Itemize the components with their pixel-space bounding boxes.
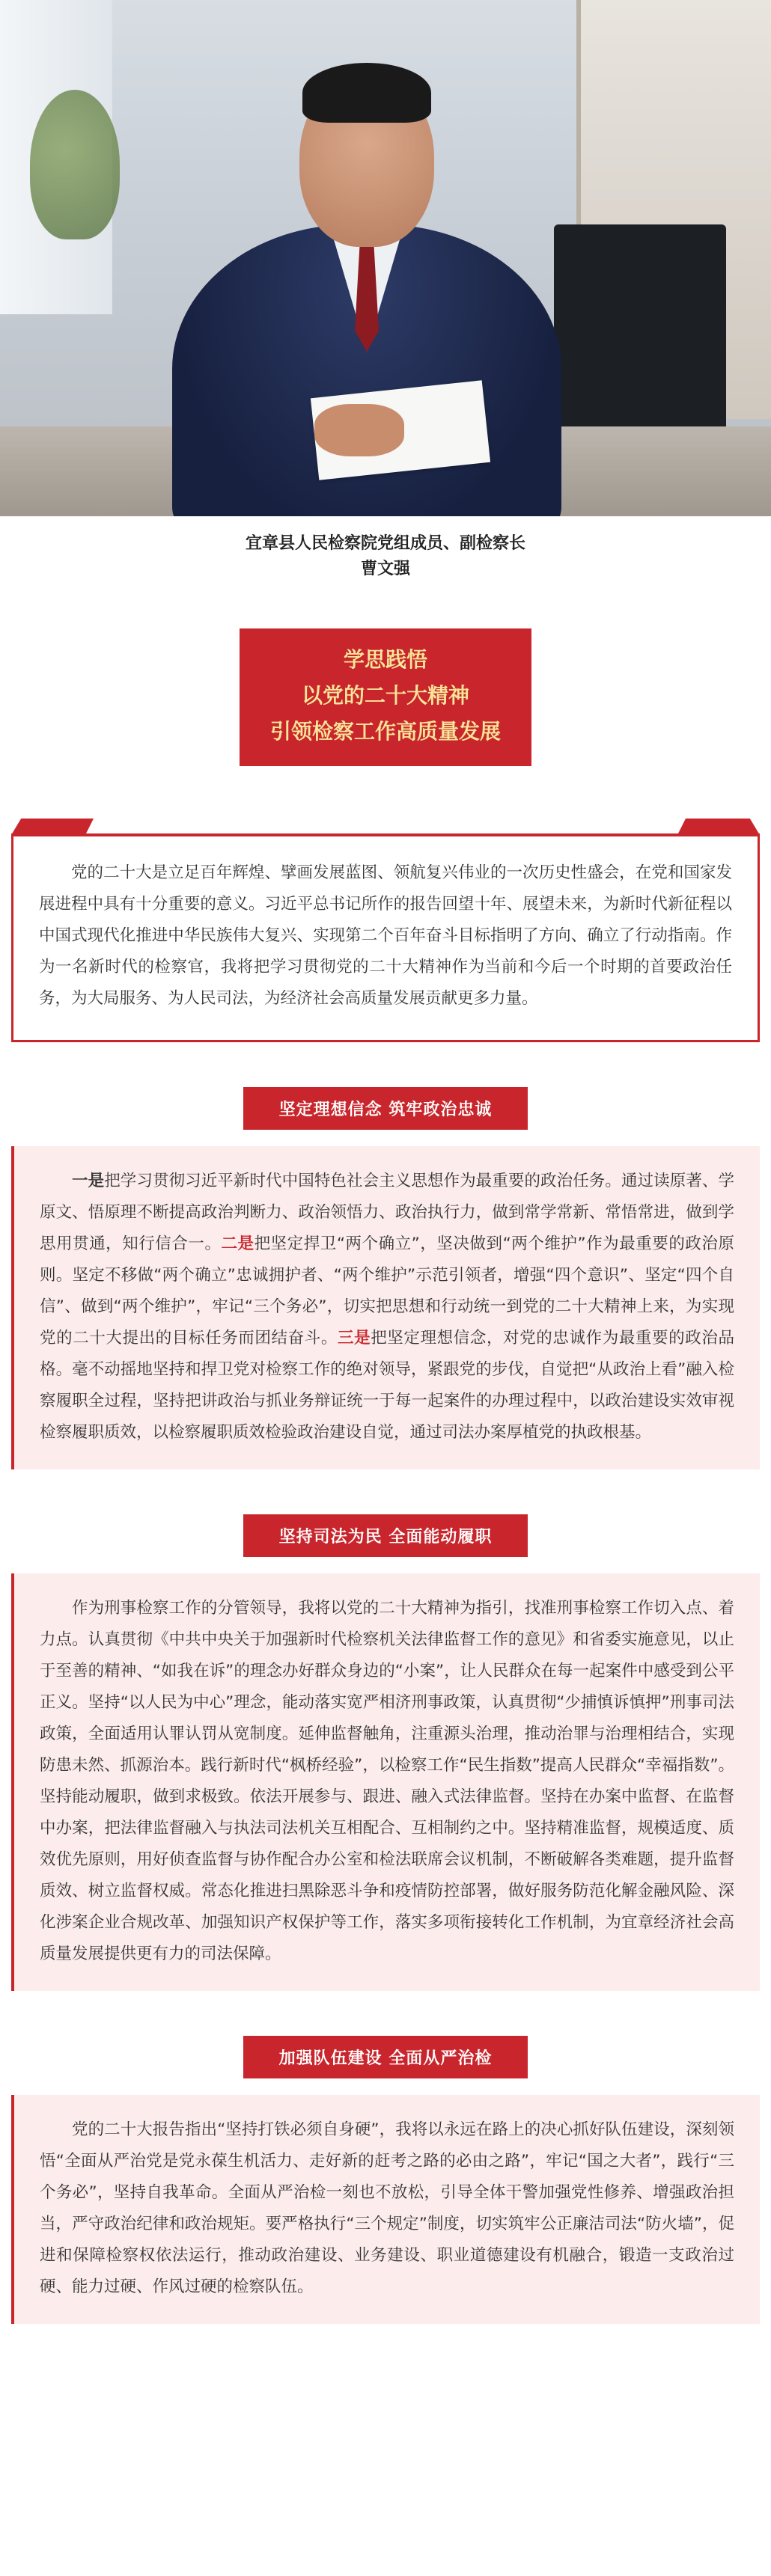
point-1-lead: 一是 bbox=[72, 1172, 105, 1190]
frame-corner-right bbox=[677, 819, 760, 835]
section-2-paragraph: 作为刑事检察工作的分管领导，我将以党的二十大精神为指引，找准刑事检察工作切入点、着力点。认真贯彻《中共中央关于加强新时代检察机关法律监督工作的意见》和省委实施意见，以止于至善的精神、“如我在诉”的理念办好群众身边的“小案”，让人民群众在每一起案件中感受到公平正义。坚持“以人民为中心”理念，能动落实宽严相济刑事政策，认真贯彻“少捕慎诉慎押”刑事司法政策，全面适用认罪认罚从宽制度。延伸监督触角，注重源头治理，推动治罪与治理相结合，实现防患未然、抓源治本。践行新时代“枫桥经验”，以检察工作“民生指数”提高人民群众“幸福指数”。坚持能动履职，做到求极致。依法开展参与、跟进、融入式法律监督。坚持在办案中监督、在监督中办案，把法律监督融入与执法司法机关互相配合、互相制约之中。坚持精准监督，规模适度、质效优先原则，用好侦查监督与协作配合办公室和检法联席会议机制，不断破解各类难题，提升监督质效、树立监督权威。常态化推进扫黑除恶斗争和疫情防控部署，做好服务防范化解金融风险、深化涉案企业合规改革、加强知识产权保护等工作，落实多项衔接转化工作机制，为宜章经济社会高质量发展提供更有力的司法保障。 bbox=[40, 1599, 734, 1963]
caption-title: 宜章县人民检察院党组成员、副检察长 bbox=[245, 534, 525, 553]
frame-corner-left bbox=[11, 819, 94, 835]
intro-box bbox=[11, 833, 760, 1042]
section-3-paragraph: 党的二十大报告指出“坚持打铁必须自身硬”，我将以永远在路上的决心抓好队伍建设，深刻领悟“全面从严治党是党永葆生机活力、走好新的赶考之路的必由之路”，牢记“国之大者”，践行“三个务必”，坚持自我革命。全面从严治检一刻也不放松，引导全体干警加强党性修养、增强政治担当，严守政治纪律和政治规矩。要严格执行“三个规定”制度，切实筑牢公正廉洁司法“防火墙”，促进和保障检察权依法运行，推动政治建设、业务建设、职业道德建设有机融合，锻造一支政治过硬、能力过硬、作风过硬的检察队伍。 bbox=[40, 2120, 734, 2296]
title-line-3: 引领检察工作高质量发展 bbox=[269, 719, 501, 744]
intro-paragraph: 党的二十大是立足百年辉煌、擘画发展蓝图、领航复兴伟业的一次历史性盛会，在党和国家发展进程中具有十分重要的意义。习近平总书记所作的报告回望十年、展望未来，为新时代新征程以中国式现代化推进中华民族伟大复兴、实现第二个百年奋斗目标指明了方向、确立了行动指南。作为一名新时代的检察官，我将把学习贯彻党的二十大精神作为当前和今后一个时期的首要政治任务，为大局服务、为人民司法，为经济社会高质量发展贡献更多力量。 bbox=[39, 863, 732, 1008]
point-3-lead: 三是 bbox=[337, 1329, 371, 1347]
section-heading-1 bbox=[243, 1087, 528, 1130]
section-heading-3 bbox=[243, 2036, 528, 2078]
portrait-photo bbox=[0, 0, 771, 516]
section-1-box bbox=[11, 1146, 760, 1469]
section-1-paragraph bbox=[40, 1166, 734, 1448]
section-3-box bbox=[11, 2095, 760, 2324]
section-heading-1-text: 坚定理想信念 筑牢政治忠诚 bbox=[278, 1101, 493, 1119]
point-2-text: 把坚定捍卫“两个确立”，坚决做到“两个维护”作为最重要的政治原则。坚定不移做“两个确立”忠诚拥护者、“两个维护”示范引领者，增强“四个意识”、坚定“四个自信”、做到“两个维护”，牢记“三个务必”，切实把思想和行动统一到党的二十大精神上来，为实现党的二十大提出的目标任务而团结奋斗。 bbox=[40, 1235, 734, 1347]
photo-caption bbox=[0, 516, 771, 602]
person-hand bbox=[314, 404, 404, 456]
intro-frame bbox=[11, 833, 760, 1042]
article-title-block bbox=[240, 628, 531, 766]
title-line-2: 以党的二十大精神 bbox=[301, 683, 469, 708]
bottom-spacer bbox=[0, 2324, 771, 2354]
plant-decoration bbox=[30, 90, 120, 239]
point-3-text: 把坚定理想信念，对党的忠诚作为最重要的政治品格。毫不动摇地坚持和捍卫党对检察工作的绝对领导，紧跟党的步伐，自觉把“从政治上看”融入检察履职全过程，坚持把讲政治与抓业务辩证统一于每一起案件的办理过程中，以政治建设实效审视检察履职质效，以检察履职质效检验政治建设自觉，通过司法办案厚植党的执政根基。 bbox=[40, 1329, 734, 1442]
title-line-1: 学思践悟 bbox=[343, 647, 427, 672]
section-heading-2-text: 坚持司法为民 全面能动履职 bbox=[278, 1528, 493, 1546]
section-heading-3-text: 加强队伍建设 全面从严治检 bbox=[278, 2049, 493, 2068]
person-hair bbox=[302, 63, 431, 123]
section-2-box bbox=[11, 1573, 760, 1991]
point-2-lead: 二是 bbox=[221, 1235, 255, 1253]
section-heading-2 bbox=[243, 1514, 528, 1557]
point-1-text: 把学习贯彻习近平新时代中国特色社会主义思想作为最重要的政治任务。通过读原著、学原文、悟原理不断提高政治判断力、政治领悟力、政治执行力，做到常学常新、常悟常进，做到学思用贯通，知行信合一。 bbox=[40, 1172, 734, 1253]
caption-name: 曹文强 bbox=[360, 560, 410, 578]
